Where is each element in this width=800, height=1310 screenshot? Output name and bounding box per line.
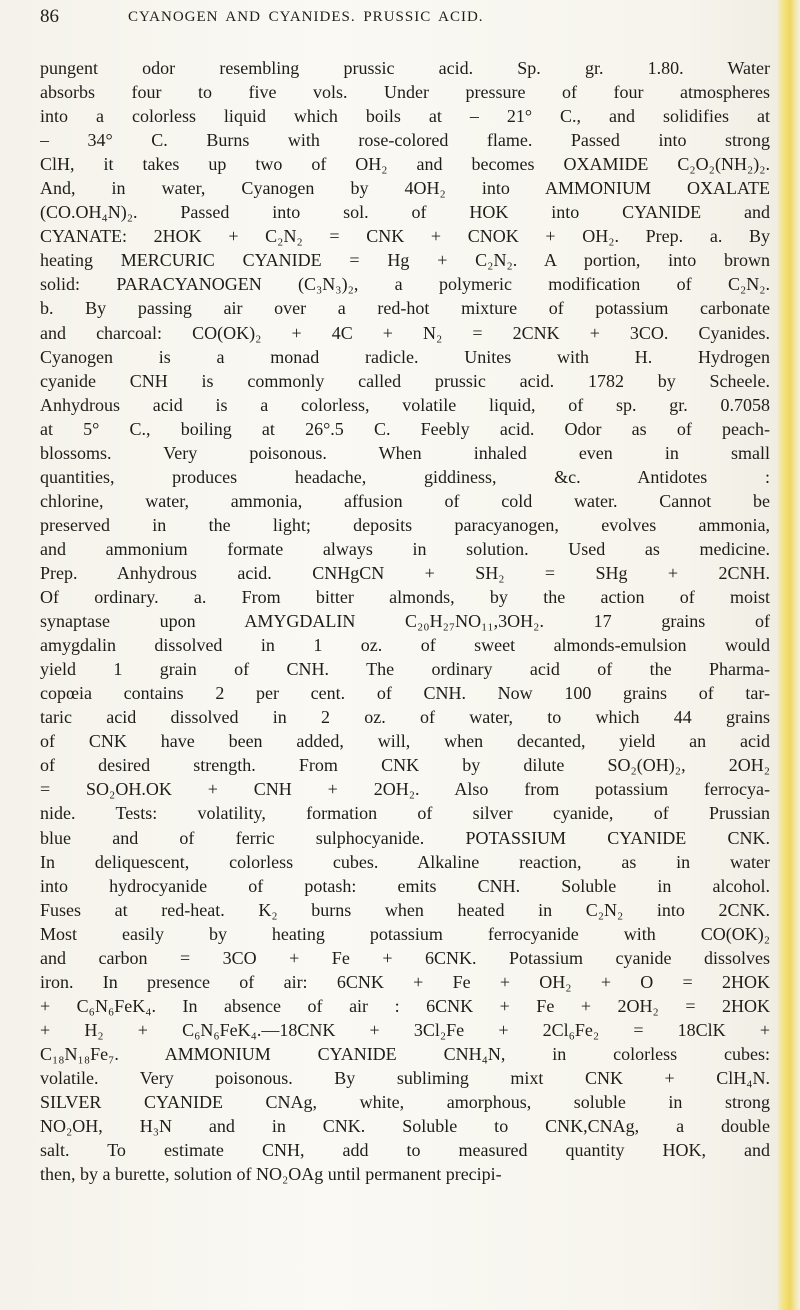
page-number: 86 <box>40 6 59 27</box>
text-line: heating MERCURIC CYANIDE = Hg + C₂N₂. A portion, into brown <box>40 250 770 271</box>
text-line: Of ordinary. a. From bitter almonds, by the action of moist <box>40 587 770 608</box>
text-line: ClH, it takes up two of OH₂ and becomes OXAMIDE C₂O₂(NH₂)₂. <box>40 154 770 175</box>
text-line: and ammonium formate always in solution. Used as medicine. <box>40 538 770 559</box>
body-text <box>40 56 770 1186</box>
text-line: chlorine, water, ammonia, affusion of cold water. Cannot be <box>40 490 770 511</box>
text-line: C₁₈N₁₈Fe₇. AMMONIUM CYANIDE CNH₄N, in colorless cubes: <box>40 1043 770 1064</box>
text-line: blue and of ferric sulphocyanide. POTASSIUM CYANIDE CNK. <box>40 827 770 848</box>
text-line: Prep. Anhydrous acid. CNHgCN + SH₂ = SHg + 2CNH. <box>40 562 770 583</box>
text-line: Anhydrous acid is a colorless, volatile liquid, of sp. gr. 0.7058 <box>40 394 770 415</box>
text-line: at 5° C., boiling at 26°.5 C. Feebly acid. Odor as of peach- <box>40 418 770 439</box>
text-line: copœia contains 2 per cent. of CNH. Now 100 grains of tar- <box>40 683 770 704</box>
text-line: absorbs four to five vols. Under pressure of four atmospheres <box>40 82 770 103</box>
text-line: Most easily by heating potassium ferrocyanide with CO(OK)₂ <box>40 923 770 944</box>
text-line: volatile. Very poisonous. By subliming mixt CNK + ClH₄N. <box>40 1067 770 1088</box>
text-line: and carbon = 3CO + Fe + 6CNK. Potassium cyanide dissolves <box>40 947 770 968</box>
text-line: And, in water, Cyanogen by 4OH₂ into AMMONIUM OXALATE <box>40 178 770 199</box>
text-line: amygdalin dissolved in 1 oz. of sweet almonds-emulsion would <box>40 635 770 656</box>
text-line: synaptase upon AMYGDALIN C₂₀H₂₇NO₁₁,3OH₂. 17 grains of <box>40 611 770 632</box>
text-line: quantities, produces headache, giddiness, &c. Antidotes : <box>40 466 770 487</box>
text-line: cyanide CNH is commonly called prussic acid. 1782 by Scheele. <box>40 370 770 391</box>
text-line: (CO.OH₄N)₂. Passed into sol. of HOK into CYANIDE and <box>40 202 770 223</box>
text-line: = SO₂OH.OK + CNH + 2OH₂. Also from potassium ferrocya- <box>40 779 770 800</box>
text-line: + H₂ + C₆N₆FeK₄.—18CNK + 3Cl₂Fe + 2Cl₆Fe₂ = 18ClK + <box>40 1019 770 1040</box>
text-line: of desired strength. From CNK by dilute SO₂(OH)₂, 2OH₂ <box>40 755 770 776</box>
text-line: Fuses at red-heat. K₂ burns when heated in C₂N₂ into 2CNK. <box>40 899 770 920</box>
text-line: nide. Tests: volatility, formation of silver cyanide, of Prussian <box>40 803 770 824</box>
text-line: SILVER CYANIDE CNAg, white, amorphous, soluble in strong <box>40 1092 770 1113</box>
text-line: preserved in the light; deposits paracyanogen, evolves ammonia, <box>40 514 770 535</box>
text-line: In deliquescent, colorless cubes. Alkaline reaction, as in water <box>40 851 770 872</box>
text-line: – 34° C. Burns with rose-colored flame. Passed into strong <box>40 130 770 151</box>
running-title: CYANOGEN AND CYANIDES. PRUSSIC ACID. <box>128 9 484 25</box>
text-line: pungent odor resembling prussic acid. Sp. gr. 1.80. Water <box>40 58 770 78</box>
text-line: blossoms. Very poisonous. When inhaled even in small <box>40 442 770 463</box>
page-edge <box>778 0 800 1310</box>
text-line: and charcoal: CO(OK)₂ + 4C + N₂ = 2CNK + 3CO. Cyanides. <box>40 322 770 343</box>
text-line: Cyanogen is a monad radicle. Unites with H. Hydrogen <box>40 346 770 367</box>
text-line: salt. To estimate CNH, add to measured quantity HOK, and <box>40 1140 770 1161</box>
text-line: + C₆N₆FeK₄. In absence of air : 6CNK + Fe + 2OH₂ = 2HOK <box>40 995 770 1016</box>
text-line: yield 1 grain of CNH. The ordinary acid of the Pharma- <box>40 659 770 680</box>
text-line: into hydrocyanide of potash: emits CNH. Soluble in alcohol. <box>40 875 770 896</box>
text-line: NO₂OH, H₃N and in CNK. Soluble to CNK,CNAg, a double <box>40 1116 770 1137</box>
text-line: solid: PARACYANOGEN (C₃N₃)₂, a polymeric modification of C₂N₂. <box>40 274 770 295</box>
text-line: into a colorless liquid which boils at – 21° C., and solidifies at <box>40 106 770 127</box>
text-line: then, by a burette, solution of NO₂OAg until permanent precipi- <box>40 1164 502 1185</box>
text-line: taric acid dissolved in 2 oz. of water, to which 44 grains <box>40 707 770 728</box>
text-line: of CNK have been added, will, when decanted, yield an acid <box>40 731 770 752</box>
text-line: CYANATE: 2HOK + C₂N₂ = CNK + CNOK + OH₂. Prep. a. By <box>40 226 770 247</box>
text-line: b. By passing air over a red-hot mixture of potassium carbonate <box>40 298 770 319</box>
text-line: iron. In presence of air: 6CNK + Fe + OH₂ + O = 2HOK <box>40 971 770 992</box>
page-header <box>40 4 760 34</box>
